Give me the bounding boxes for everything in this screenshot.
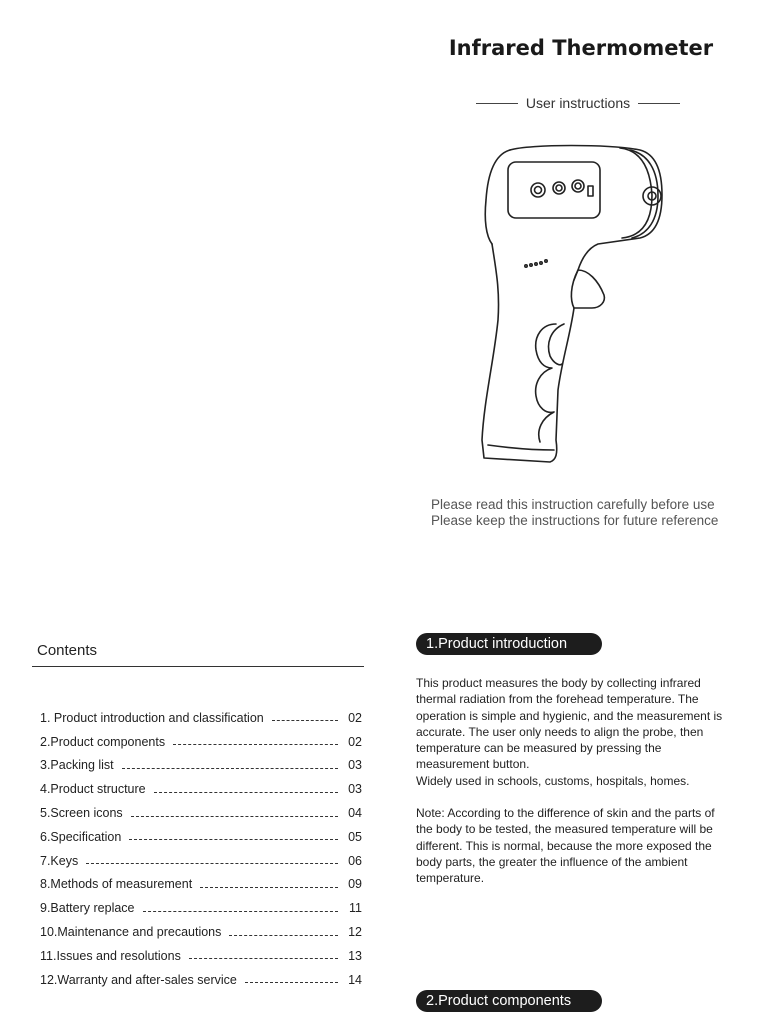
table-of-contents <box>40 706 362 992</box>
toc-page: 04 <box>348 806 362 821</box>
toc-leader <box>245 982 338 983</box>
toc-label: 12.Warranty and after-sales service <box>40 972 237 987</box>
product-introduction-text <box>416 675 746 887</box>
toc-label: 5.Screen icons <box>40 806 123 821</box>
section-heading-product-components: 2.Product components <box>416 990 602 1012</box>
toc-page: 14 <box>348 972 362 987</box>
toc-item[interactable] <box>40 920 362 944</box>
intro-line: Widely used in schools, customs, hospitals, homes. <box>416 773 690 788</box>
toc-label: 6.Specification <box>40 829 122 844</box>
note-text-line: Note: According to the difference of skin and the parts of <box>416 806 715 821</box>
toc-leader <box>131 816 338 817</box>
toc-page: 06 <box>348 853 362 868</box>
toc-page: 03 <box>348 758 362 773</box>
toc-item[interactable] <box>40 730 362 754</box>
intro-line: measurement button. <box>416 757 530 772</box>
toc-item[interactable] <box>40 825 362 849</box>
toc-page: 02 <box>348 710 362 725</box>
contents-divider <box>32 666 364 667</box>
note-text-line: temperature. <box>416 871 485 886</box>
toc-item[interactable] <box>40 777 362 801</box>
note-line: Please keep the instructions for future reference <box>431 513 719 528</box>
intro-line: accurate. The user only needs to align the probe, then <box>416 724 704 739</box>
intro-line: operation is simple and hygienic, and the measurement is <box>416 708 723 723</box>
cover-subtitle <box>476 95 680 111</box>
note-text-line: different. This is normal, because the more exposed the <box>416 838 712 853</box>
contents-title: Contents <box>37 642 98 659</box>
toc-label: 10.Maintenance and precautions <box>40 925 222 940</box>
toc-leader <box>122 768 338 769</box>
toc-page: 03 <box>348 782 362 797</box>
toc-leader <box>229 935 338 936</box>
toc-leader <box>173 744 338 745</box>
section-heading-product-introduction: 1.Product introduction <box>416 633 602 655</box>
toc-label: 3.Packing list <box>40 758 114 773</box>
toc-label: 7.Keys <box>40 853 79 868</box>
toc-item[interactable] <box>40 968 362 992</box>
toc-label: 8.Methods of measurement <box>40 877 193 892</box>
thermometer-illustration <box>470 140 670 470</box>
toc-leader <box>272 720 338 721</box>
toc-item[interactable] <box>40 896 362 920</box>
toc-label: 11.Issues and resolutions <box>40 948 181 963</box>
toc-item[interactable] <box>40 706 362 730</box>
toc-leader <box>143 911 339 912</box>
note-text-line: the body to be tested, the measured temperature will be <box>416 822 713 837</box>
intro-line: This product measures the body by collecting infrared <box>416 676 701 690</box>
toc-label: 1. Product introduction and classification <box>40 710 264 725</box>
note-line: Please read this instruction carefully before use <box>431 497 715 512</box>
toc-page: 05 <box>348 829 362 844</box>
paragraph-gap <box>416 789 746 805</box>
toc-label: 2.Product components <box>40 734 166 749</box>
toc-item[interactable] <box>40 873 362 897</box>
toc-label: 9.Battery replace <box>40 901 135 916</box>
toc-item[interactable] <box>40 944 362 968</box>
intro-line: thermal radiation from the forehead temperature. The <box>416 692 699 707</box>
toc-page: 02 <box>348 734 362 749</box>
cover-title: Infrared Thermometer <box>448 36 714 60</box>
toc-page: 11 <box>349 901 362 916</box>
subtitle-rule-right <box>638 103 680 104</box>
toc-item[interactable] <box>40 754 362 778</box>
toc-item[interactable] <box>40 801 362 825</box>
subtitle-rule-left <box>476 103 518 104</box>
toc-leader <box>189 958 338 959</box>
subtitle-text: User instructions <box>525 95 631 111</box>
toc-page: 13 <box>348 948 362 963</box>
intro-line: temperature can be measured by pressing the <box>416 741 662 756</box>
toc-leader <box>200 887 338 888</box>
cover-notes <box>431 497 718 529</box>
toc-leader <box>129 839 338 840</box>
toc-item[interactable] <box>40 849 362 873</box>
toc-leader <box>154 792 338 793</box>
toc-label: 4.Product structure <box>40 782 146 797</box>
toc-leader <box>86 863 338 864</box>
note-text-line: body parts, the greater the influence of the ambient <box>416 854 688 869</box>
toc-page: 12 <box>348 925 362 940</box>
toc-page: 09 <box>348 877 362 892</box>
